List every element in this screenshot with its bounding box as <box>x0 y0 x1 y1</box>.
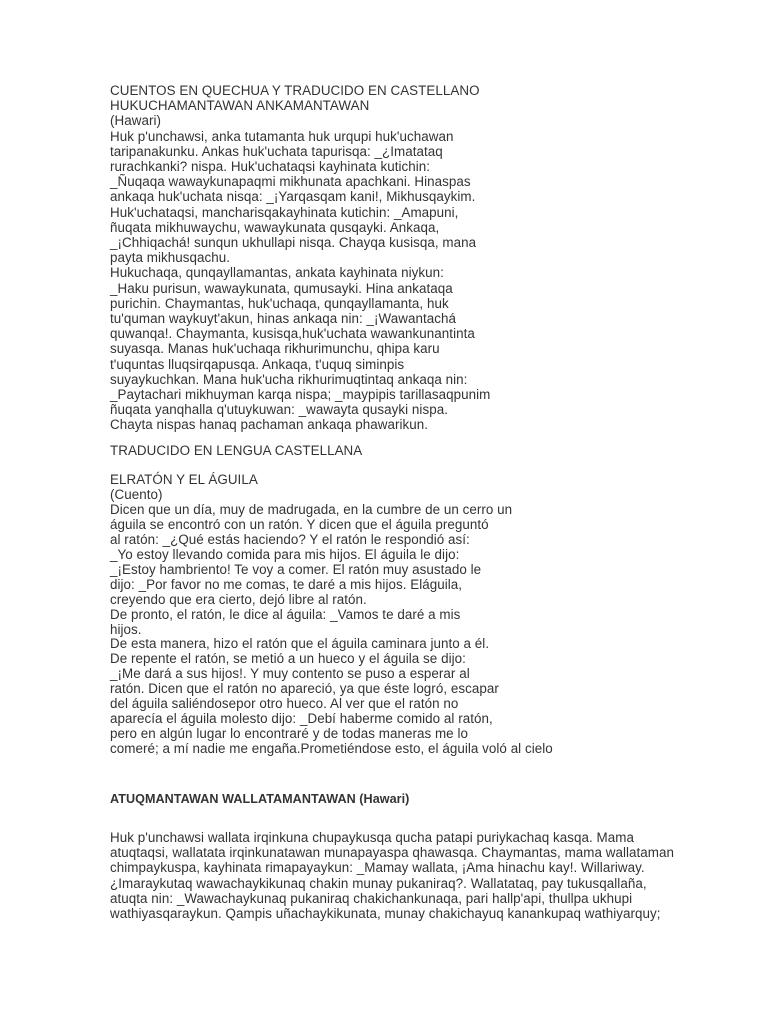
text-line: atuqta nin: _Wawachaykunaq pukaniraq chakichankunaqa, pari hallp'api, thullpa ukhupi <box>110 890 633 906</box>
text-line: Huk'uchataqsi, mancharisqakayhinata kutichin: _Amapuni, <box>110 204 459 220</box>
text-line: (Cuento) <box>110 486 163 502</box>
text-line: Chayta nispas hanaq pachaman ankaqa phawarikun. <box>110 417 428 433</box>
text-line: pero en algún lugar lo encontraré y de todas maneras me lo <box>110 726 468 742</box>
text-line: _¡Chhiqachá! sunqun ukhullapi nisqa. Chayqa kusisqa, mana <box>110 235 477 251</box>
text-line: ELRATÓN Y EL ÁGUILA <box>110 472 258 487</box>
text-line: Huk p'unchawsi, anka tutamanta huk urqupi huk'uchawan <box>110 128 454 144</box>
text-line: aparecía el águila molesto dijo: _Debí haberme comido al ratón, <box>110 711 493 727</box>
text-line: ratón. Dicen que el ratón no apareció, ya que éste logró, escapar <box>110 681 499 697</box>
text-line: Dicen que un día, muy de madrugada, en la cumbre de un cerro un <box>110 501 513 517</box>
text-line: _Ñuqaqa wawaykunapaqmi mikhunata apachkani. Hinaspas <box>110 174 471 190</box>
text-line: creyendo que era cierto, dejó libre al ratón. <box>110 591 367 607</box>
text-line: CUENTOS EN QUECHUA Y TRADUCIDO EN CASTELLANO <box>110 83 480 98</box>
text-line: ñuqata yanqhalla q'utuykuwan: _wawayta qusayki nispa. <box>110 402 448 418</box>
text-line: hijos. <box>110 621 142 637</box>
second-story-text-section <box>110 830 675 922</box>
text-line: al ratón: _¿Qué estás haciendo? Y el ratón le respondió así: <box>110 531 470 547</box>
text-line: águila se encontró con un ratón. Y dicen que el águila preguntó <box>110 516 489 532</box>
text-line: atuqtaqsi, wallatata irqinkunatawan munapayaspa qhawasqa. Chaymantas, mama wallataman <box>110 845 675 861</box>
text-line: wathiyasqaraykun. Qampis uñachaykikunata, munay chakichayuq kanankupaq wathiyarquy; <box>110 906 661 922</box>
translation-heading: TRADUCIDO EN LENGUA CASTELLANA <box>110 443 363 458</box>
text-line: suyaykuchkan. Mana huk'ucha rikhurimuqtintaq ankaqa nin: <box>110 371 468 387</box>
quechua-story-section <box>110 83 670 433</box>
text-line: HUKUCHAMANTAWAN ANKAMANTAWAN <box>110 98 370 114</box>
second-story-heading: ATUQMANTAWAN WALLATAMANTAWAN (Hawari) <box>110 792 410 806</box>
text-line: Hukuchaqa, qunqayllamantas, ankata kayhinata niykun: <box>110 265 444 281</box>
text-line: rurachkanki? nispa. Huk'uchataqsi kayhinata kutichin: <box>110 159 431 175</box>
text-line: _Yo estoy llevando comida para mis hijos. El águila le dijo: <box>110 546 460 562</box>
text-line: (Hawari) <box>110 113 161 129</box>
text-line: Huk p'unchawsi wallata irqinkuna chupaykusqa qucha patapi puriykachaq kasqa. Mama <box>110 830 634 845</box>
spanish-story-section <box>110 473 670 757</box>
text-line: _¡Me dará a sus hijos!. Y muy contento se puso a esperar al <box>110 666 470 682</box>
text-line: dijo: _Por favor no me comas, te daré a mis hijos. Eláguila, <box>110 576 463 592</box>
text-line: comeré; a mí nadie me engaña.Prometiéndose esto, el águila voló al cielo <box>110 741 553 757</box>
text-line: ñuqata mikhuwaychu, wawaykunata qusqayki. Ankaqa, <box>110 219 440 235</box>
second-story-heading-section <box>110 792 670 807</box>
text-line: tu'quman waykuyt'akun, hinas ankaqa nin: _¡Wawantachá <box>110 311 456 327</box>
text-line: ankaqa huk'uchata nisqa: _¡Yarqasqam kani!, Mikhusqaykim. <box>110 189 476 205</box>
text-line: ¿Imaraykutaq wawachaykikunaq chakin munay pukaniraq?. Wallatataq, pay tukusqallaña, <box>110 875 647 891</box>
text-line: _Haku purisun, wawaykunata, qumusayki. Hina ankataqa <box>110 280 453 296</box>
text-line: suyasqa. Manas huk'uchaqa rikhurimunchu, qhipa karu <box>110 341 440 357</box>
text-line: purichin. Chaymantas, huk'uchaqa, qunqayllamanta, huk <box>110 295 449 311</box>
text-line: De pronto, el ratón, le dice al águila: _Vamos te daré a mis <box>110 606 461 622</box>
translation-heading-section <box>110 443 670 458</box>
text-line: _Paytachari mikhuyman karqa nispa; _maypipis tarillasaqpunim <box>110 387 491 403</box>
text-line: del águila saliéndosepor otro hueco. Al ver que el ratón no <box>110 696 459 712</box>
text-line: _¡Estoy hambriento! Te voy a comer. El ratón muy asustado le <box>110 561 482 577</box>
text-line: payta mikhusqachu. <box>110 250 230 266</box>
text-line: t'uquntas lluqsirqapusqa. Ankaqa, t'uquq siminpis <box>110 356 405 372</box>
text-line: chimpaykuspa, kayhinata rimapayaykun: _Mamay wallata, ¡Ama hinachu kay!. Willariway. <box>110 860 645 876</box>
text-line: taripanakunku. Ankas huk'uchata tapurisqa: _¿Imatataq <box>110 143 443 159</box>
text-line: De repente el ratón, se metió a un hueco y el águila se dijo: <box>110 651 466 667</box>
text-line: De esta manera, hizo el ratón que el águila caminara junto a él. <box>110 636 490 652</box>
text-line: quwanqa!. Chaymanta, kusisqa,huk'uchata wawankunantinta <box>110 326 475 342</box>
